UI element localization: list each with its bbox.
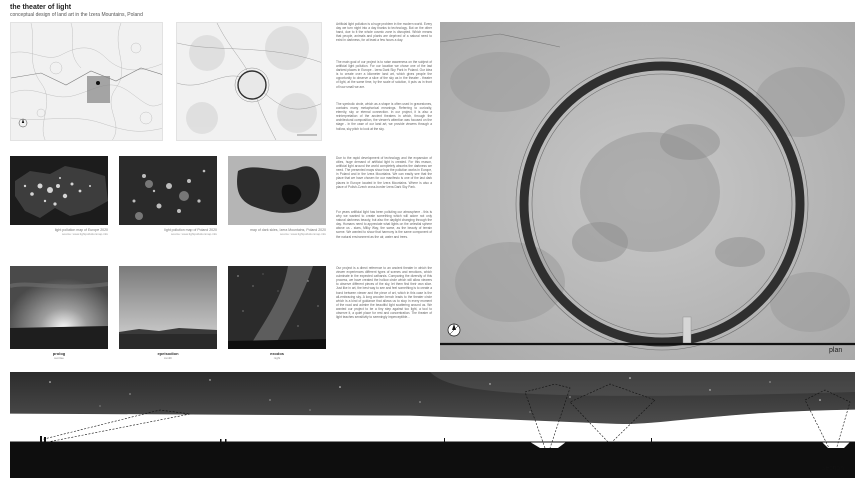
section-drawing <box>10 372 855 478</box>
text-paragraph: Due to the rapid development of technology and the expansion of cities, huge demand of artificial light is created. For this reason, artificial light around the world completely absorbs the darkness we need. The presented maps show how the pollution works in Europe, in Poland and in the Izera Mountains. We can easily see that the place that we have chosen for our manifesto is one of the last dark places in Europe located in the Izera Mountains. Where is also a place of Polish-Czech cross-border Izera Dark Sky Park. <box>336 156 432 189</box>
photo-label: exodos <box>269 351 284 356</box>
photo-label: epeisodion <box>157 351 179 356</box>
map-source: source: www.lightpollutionmap.info <box>170 232 217 236</box>
photo-sublabel: zenith <box>163 356 172 360</box>
text-paragraph: Artificial light pollution is a huge problem in the modern world. Every day we turn night into a day thanks to technology. But on the other hand, due to it the whole cosmic zone is disrupted. Which means that people, animals and plants are deprived of a natural need to exist in darkness, for at least a few hours a day. <box>336 22 432 43</box>
section-label: section <box>822 465 845 472</box>
location-map <box>10 22 163 141</box>
photo-epeisodion <box>119 266 217 349</box>
map-source: source: www.lightpollutionmap.info <box>279 232 326 236</box>
light-pollution-map-poland <box>119 156 217 225</box>
page-title: the theater of light <box>10 4 72 11</box>
dark-skies-map-izera <box>228 156 326 225</box>
photo-sublabel: night <box>273 356 281 360</box>
map-caption: light pollution map of Europe 2020 <box>54 228 108 232</box>
text-paragraph: The main goal of our project is to raise awareness on the subject of artificial light pollution. For our location we chose one of the last darkest places in Europe - Izera Dark Sky Park in Poland. Our idea is to create over a kilometer land art, which gives people the opportunity to observe a slice of the sky as in the theater - theater of light, at the same time, by the scale of solution, it puts us in front of how small we are. <box>336 60 432 89</box>
map-source: source: www.lightpollutionmap.info <box>61 232 108 236</box>
text-paragraph: The symbolic circle, which as a shape is often used in gravestones, contains many metaphorical meanings. Referring to curiosity, eternity, sky or eternal connection. In our project, it is also a reinterpretation of the ancient theaters in which, through the architectural composition, the viewer's attention was focused on the stage - in the case of our land art, we provide viewers through a hollow, sky pitch to look at the sky. <box>336 102 432 131</box>
text-paragraph: For years artificial light has been polluting our atmosphere - this is why we wanted to create something which will adore not only natural darkness beauty, but also the daylight changing through the day. Humans need to appreciate what lights on the celestial sphere above us - stars, Milky Way, the same, as the beauty of terrain scene. We wanted to show that harmony is the same component of the natural environment as the air, water and trees. <box>336 210 432 239</box>
plan-label: plan <box>829 347 843 354</box>
photo-label: prolog <box>52 351 66 356</box>
light-pollution-map-europe <box>10 156 108 225</box>
text-paragraph: Our project is a direct reference to an ancient theater in which the viewer experiences different types of scenes and emotions, which culminate in the expected catharsis. Comparing the diversity of this process, we have created the hollow circle which will allow viewers to observe different pieces of the sky, let them find their own slice. Just like in art, the best way to see and feel something is to create a bond between viewer and the piece of art, which in this case is the all-embracing sky. A long wooden bench leads to the theater circle which is a kind of guidance that allows us to stop in every moment of the road and admire the beautiful light scattering around us. We wanted our project to be a tiny step against too light, a tool to observe it, a quiet place for rest and concentration. The theater of light teaches sensitivity to seemingly imperceptible... <box>336 266 432 320</box>
photo-sublabel: sunrise <box>54 356 64 360</box>
map-caption: light pollution map of Poland 2020 <box>164 228 217 232</box>
site-map <box>176 22 322 141</box>
plan-drawing <box>440 22 855 360</box>
map-caption: map of dark skies, Izera Mountains, Poland 2020 <box>250 228 326 232</box>
photo-exodos <box>228 266 326 349</box>
page-subtitle: conceptual design of land art in the Izera Mountains, Poland <box>10 12 143 18</box>
photo-prolog <box>10 266 108 349</box>
